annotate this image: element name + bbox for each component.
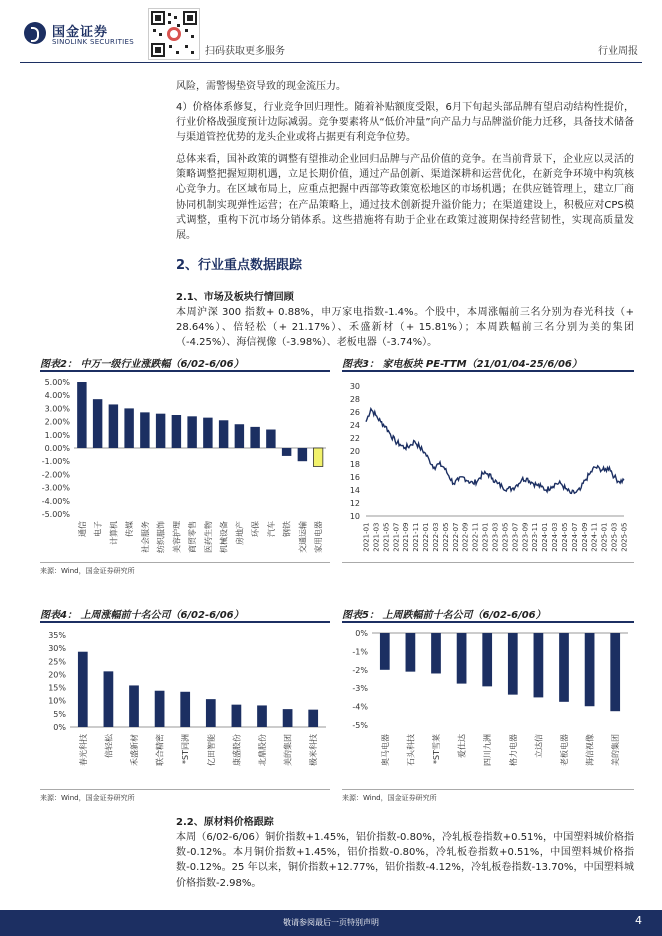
x-tick-label: 石头科技 (406, 734, 416, 766)
x-tick-label: 2021-11 (412, 522, 421, 552)
figure5-chart (342, 625, 634, 787)
x-tick-label: 海信视像 (585, 734, 595, 766)
subsection-title-materials: 2.2、原材料价格跟踪 (176, 817, 274, 828)
bar-倍轻松 (104, 671, 114, 727)
y-tick-label: 20 (349, 447, 360, 456)
bar-禾盛新材 (129, 685, 139, 727)
paragraph-materials: 本周（6/02-6/06）铜价指数+1.45%，铝价指数-0.80%，冷轧板卷指数+0.51%，中国塑料城价格指数-0.12%。本月铜价指数+1.45%，铝价指数-0.80%，冷轧板卷指数+0.51%，中国塑料城价格指数-0.12%。25 年以来，铜价指数+12.77%，铝价指数-4.12%，冷轧板卷指数-13.70%，中国塑料城价格指数-2.98%。 (176, 832, 634, 889)
bar-四川九洲 (482, 633, 492, 686)
x-tick-label: 2023-07 (511, 522, 520, 552)
x-tick-label: 2022-11 (471, 522, 480, 552)
bar-奥马电器 (380, 633, 390, 670)
x-tick-label: 禾盛新材 (130, 734, 139, 766)
x-tick-label: 2024-07 (570, 522, 579, 552)
bar-石头科技 (406, 633, 416, 672)
x-tick-label: 2021-01 (362, 522, 371, 552)
x-tick-label: 2022-09 (461, 522, 470, 552)
bar-家用电器 (313, 448, 322, 466)
x-tick-label: 商贸零售 (188, 521, 198, 553)
page-number: 4 (635, 914, 642, 927)
y-tick-label: 10 (349, 512, 360, 521)
x-tick-label: 老板电器 (560, 734, 569, 766)
figure4-source-line (40, 789, 330, 790)
qr-label: 扫码获取更多服务 (205, 46, 285, 57)
pe-ttm-series-line (366, 409, 624, 494)
figure2-source: 来源：Wind，国金证券研究所 (40, 567, 135, 575)
paragraph-risk: 风险，需警惕垫资导致的现金流压力。 (176, 81, 346, 92)
figure4-title: 图表4： 上周涨幅前十名公司（6/02-6/06） (40, 610, 244, 621)
x-tick-label: 医药生物 (203, 521, 213, 553)
y-tick-label: -2.00% (41, 470, 70, 480)
bar-商贸零售 (187, 416, 196, 448)
y-tick-label: 30% (48, 644, 66, 654)
brand-name-english: SINOLINK SECURITIES (52, 38, 134, 46)
y-tick-label: 1.00% (44, 430, 70, 440)
x-tick-label: 2025-01 (600, 522, 609, 552)
y-tick-label: -3% (352, 684, 368, 694)
bar-机械设备 (219, 420, 228, 448)
y-tick-label: -5.00% (41, 510, 70, 519)
x-tick-label: 春光科技 (78, 734, 88, 766)
y-tick-label: 14 (349, 486, 360, 495)
bar-汽车 (266, 430, 275, 448)
x-tick-label: 机械设备 (219, 521, 229, 553)
x-tick-label: 2024-03 (551, 522, 560, 552)
x-tick-label: 2024-11 (590, 522, 599, 552)
x-tick-label: 2021-05 (382, 522, 391, 552)
figure5-source: 来源：Wind，国金证券研究所 (342, 794, 437, 802)
y-tick-label: 5.00% (44, 378, 70, 387)
bar-环保 (250, 427, 259, 448)
x-tick-label: 2021-07 (392, 522, 401, 552)
x-tick-label: 亿田智能 (206, 734, 216, 766)
x-tick-label: 纺织服饰 (156, 521, 166, 553)
bar-传媒 (124, 408, 133, 448)
bar-房地产 (235, 424, 244, 448)
bar-美的集团 (283, 709, 293, 727)
paragraph-market-review: 本周沪深 300 指数+ 0.88%，申万家电指数-1.4%。个股中，本周涨幅前三名分别为春光科技（+ 28.64%）、倍轻松（+ 21.17%）、禾盛新材（+ 15.81%）；本周跌幅前三名分别为美的集团（-4.25%）、海信视像（-3.98%）、老板电器（-3.74%）。 (176, 307, 634, 349)
section-title: 2、行业重点数据跟踪 (176, 258, 303, 273)
figure2-title-line (40, 370, 330, 372)
x-tick-label: 环保 (251, 521, 261, 537)
x-tick-label: *ST同洲 (181, 734, 191, 764)
subsection-title-market: 2.1、市场及板块行情回顾 (176, 292, 294, 303)
y-tick-label: 3.00% (44, 404, 70, 414)
figure2-title: 图表2： 中万一级行业涨跌幅（6/02-6/06） (40, 359, 244, 370)
y-tick-label: 18 (349, 460, 360, 469)
x-tick-label: 美的集团 (611, 734, 621, 766)
x-tick-label: 立达信 (534, 734, 544, 758)
x-tick-label: 2024-09 (580, 522, 589, 552)
footer-disclaimer[interactable]: 敬请参阅最后一页特别声明 (283, 918, 379, 927)
y-tick-label: 12 (349, 499, 360, 508)
bar-计算机 (109, 404, 118, 448)
x-tick-label: *ST雪莱 (432, 734, 441, 764)
x-tick-label: 爱仕达 (457, 734, 467, 758)
x-tick-label: 钢铁 (282, 521, 292, 537)
bar-格力电器 (508, 633, 518, 695)
bar-通信 (77, 382, 86, 448)
y-tick-label: 30 (349, 382, 360, 391)
bar-北鼎股份 (257, 705, 267, 727)
bar-美的集团 (610, 633, 620, 711)
bar-爱仕达 (457, 633, 467, 684)
figure2-chart (40, 374, 332, 560)
x-tick-label: 电子 (93, 521, 103, 537)
x-tick-label: 2022-03 (431, 522, 440, 552)
brand-logo-icon (24, 22, 46, 44)
y-tick-label: 5% (53, 709, 66, 719)
x-tick-label: 通信 (77, 521, 87, 537)
figure4-source: 来源：Wind，国金证券研究所 (40, 794, 135, 802)
x-tick-label: 2023-03 (491, 522, 500, 552)
header-divider (20, 62, 642, 63)
figure2-source-line (40, 562, 330, 563)
x-tick-label: 2023-01 (481, 522, 490, 552)
y-tick-label: 28 (349, 395, 360, 404)
y-tick-label: 22 (349, 434, 360, 443)
x-tick-label: 汽车 (266, 521, 276, 537)
paragraph-price-system: 4）价格体系修复，行业竞争回归理性。随着补贴额度受限，6月下旬起头部品牌有望启动结构性提价，行业价格战强度预计边际减弱。竞争要素将从“低价冲量”向产品力与品牌溢价能力迁移，具备技术储备与渠道管控优势的龙头企业或将占据更有利竞争位势。 (176, 102, 634, 144)
figure3-chart (342, 374, 634, 560)
x-tick-label: 交通运输 (298, 521, 308, 553)
x-tick-label: 房地产 (235, 521, 245, 545)
x-tick-label: 2023-11 (531, 522, 540, 552)
figure3-source-line (342, 562, 634, 563)
y-tick-label: -5% (352, 721, 368, 730)
report-type: 行业周报 (598, 46, 638, 57)
figure5-title-line (342, 621, 634, 623)
y-tick-label: 24 (349, 421, 360, 430)
x-tick-label: 美的集团 (283, 734, 293, 766)
x-tick-label: 2022-05 (441, 522, 450, 552)
bar-亿田智能 (206, 699, 216, 727)
bar-钢铁 (282, 448, 291, 456)
x-tick-label: 2024-05 (560, 522, 569, 552)
x-tick-label: 2025-05 (620, 522, 629, 552)
y-tick-label: -2% (352, 665, 368, 675)
figure3-title-line (342, 370, 634, 372)
brand-name: 国金证券 (52, 25, 109, 40)
x-tick-label: 2022-01 (422, 522, 431, 552)
bar-老板电器 (559, 633, 569, 702)
bar-美容护理 (172, 415, 181, 448)
x-tick-label: 美容护理 (172, 521, 182, 553)
bar-极米科技 (308, 710, 318, 727)
bar-社会服务 (140, 412, 149, 448)
figure4-title-line (40, 621, 330, 623)
bar-立达信 (534, 633, 544, 697)
bar-交通运输 (298, 448, 307, 461)
bar-联合精密 (155, 691, 165, 727)
x-tick-label: 联合精密 (155, 734, 165, 766)
y-tick-label: -1% (352, 647, 368, 657)
x-tick-label: 社会服务 (140, 521, 150, 553)
y-tick-label: -4% (352, 702, 368, 712)
x-tick-label: 格力电器 (508, 734, 518, 766)
bar-纺织服饰 (156, 414, 165, 448)
bar-*ST同洲 (180, 692, 190, 727)
x-tick-label: 2024-01 (541, 522, 550, 552)
bar-海信视像 (585, 633, 595, 706)
y-tick-label: 0% (53, 723, 66, 732)
figure5-source-line (342, 789, 634, 790)
y-tick-label: 10% (48, 696, 66, 706)
x-tick-label: 倍轻松 (104, 734, 114, 758)
bar-医药生物 (203, 418, 212, 448)
y-tick-label: 26 (349, 408, 360, 417)
y-tick-label: 35% (48, 631, 66, 640)
x-tick-label: 2023-05 (501, 522, 510, 552)
paragraph-summary: 总体来看，国补政策的调整有望推动企业回归品牌与产品价值的竞争。在当前背景下，企业应以灵活的策略调整把握短期机遇，立足长期价值，通过产品创新、渠道深耕和运营优化，在新竞争环境中构筑核心竞争力。在区域布局上，应重点把握中西部等政策宽松地区的市场机遇；在供应链管理上，建立厂商协同机制实现弹性运营；在产品策略上，通过技术创新提升溢价能力；在渠道建设上，积极应对CPS模式调整，重构下沉市场分销体系。这些措施将有助于企业在政策过渡期保持经营韧性，实现高质量发展。 (176, 154, 634, 242)
x-tick-label: 极米科技 (309, 734, 319, 766)
y-tick-label: 15% (48, 683, 66, 693)
x-tick-label: 2022-07 (451, 522, 460, 552)
y-tick-label: 20% (48, 670, 66, 680)
x-tick-label: 2021-09 (402, 522, 411, 552)
x-tick-label: 2025-03 (610, 522, 619, 552)
y-tick-label: 4.00% (44, 391, 70, 401)
x-tick-label: 计算机 (109, 521, 119, 545)
y-tick-label: 0% (355, 629, 368, 638)
figure5-title: 图表5： 上周跌幅前十名公司（6/02-6/06） (342, 610, 546, 621)
x-tick-label: 四川九洲 (483, 734, 493, 766)
x-tick-label: 奥马电器 (380, 734, 390, 766)
x-tick-label: 2023-09 (521, 522, 530, 552)
x-tick-label: 传媒 (125, 521, 135, 537)
y-tick-label: 16 (349, 473, 360, 482)
bar-*ST雪莱 (431, 633, 441, 673)
y-tick-label: -1.00% (41, 457, 70, 467)
x-tick-label: 北鼎股份 (258, 734, 267, 766)
y-tick-label: -4.00% (41, 496, 70, 506)
x-tick-label: 2021-03 (372, 522, 381, 552)
bar-春光科技 (78, 652, 88, 727)
y-tick-label: 0.00% (44, 444, 70, 453)
y-tick-label: -3.00% (41, 483, 70, 493)
x-tick-label: 家用电器 (314, 521, 324, 553)
bar-电子 (93, 399, 102, 448)
bar-康盛股份 (232, 705, 242, 727)
qr-code-icon[interactable] (148, 8, 200, 60)
x-tick-label: 康盛股份 (232, 734, 242, 766)
figure3-title: 图表3： 家电板块 PE-TTM（21/01/04-25/6/06） (342, 359, 582, 370)
y-tick-label: 2.00% (44, 417, 70, 427)
y-tick-label: 25% (48, 657, 66, 667)
figure4-chart (40, 625, 332, 787)
